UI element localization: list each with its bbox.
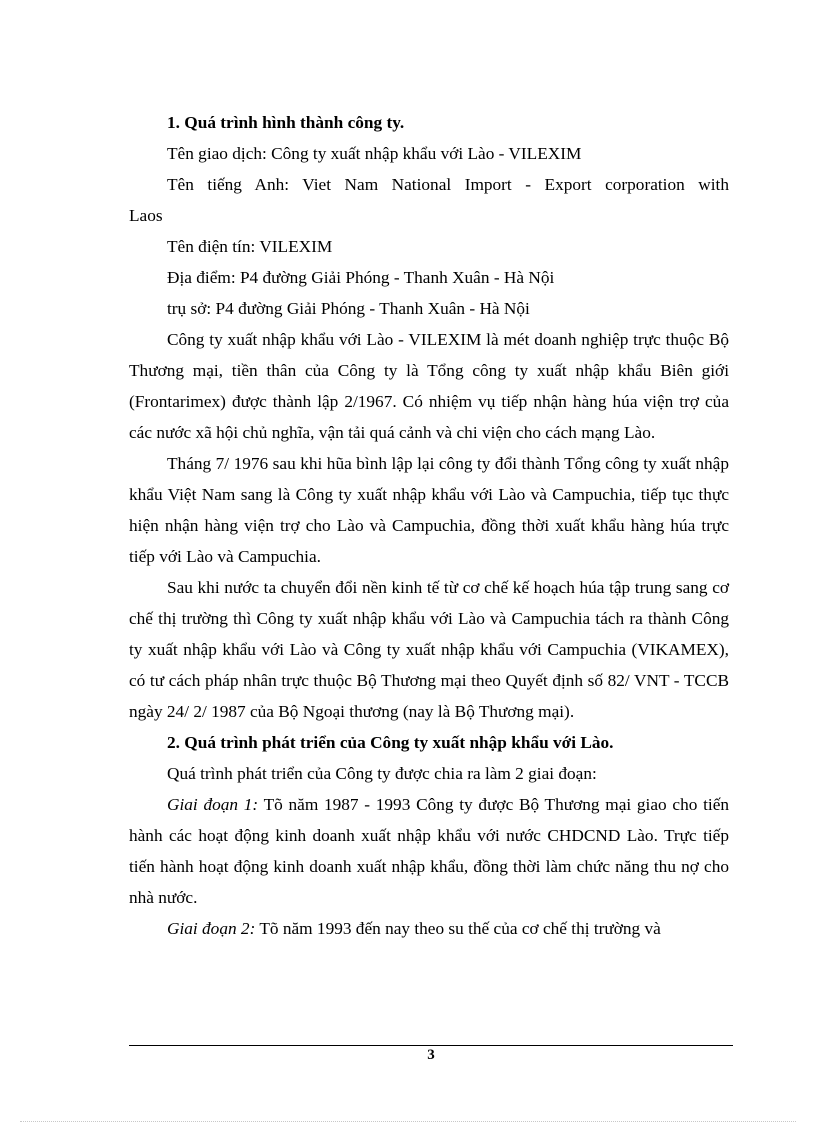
section-1-heading: 1. Quá trình hình thành công ty. xyxy=(167,113,405,132)
trade-name-line: Tên giao dịch: Công ty xuất nhập khẩu với Lào - VILEXIM xyxy=(167,144,582,163)
phase-1-paragraph xyxy=(129,789,729,913)
phase-1-text: Tõ năm 1987 - 1993 Công ty được Bộ Thương mại giao cho tiến hành các hoạt động kinh doanh xuất nhập khẩu với nước CHDCND Lào. Trực tiếp tiến hành hoạt động kinh doanh xuất nhập khẩu, đồng thời làm chức năng thu nợ cho nhà nước. xyxy=(129,795,730,907)
page-number: 3 xyxy=(427,1047,435,1063)
section-2-heading: 2. Quá trình phát triển của Công ty xuất nhập khẩu với Lào. xyxy=(167,733,614,752)
location-line: Địa điểm: P4 đường Giải Phóng - Thanh Xuân - Hà Nội xyxy=(167,268,555,287)
footer-rule xyxy=(129,1045,733,1046)
phase-1-label: Giai đoạn 1: xyxy=(167,795,259,814)
head-office-line: trụ sở: P4 đường Giải Phóng - Thanh Xuân - Hà Nội xyxy=(167,299,530,318)
page-bottom-border xyxy=(20,1121,796,1122)
english-name-line-1: Tên tiếng Anh: Viet Nam National Import - Export corporation with xyxy=(167,175,729,194)
phase-2-text: Tõ năm 1993 đến nay theo su thế của cơ chế thị trường và xyxy=(255,919,661,938)
english-name-line-2: Laos xyxy=(129,206,163,225)
history-paragraph-2: Tháng 7/ 1976 sau khi hũa bình lập lại công ty đổi thành Tổng công ty xuất nhập khẩu Việt Nam sang là Công ty xuất nhập khẩu với Lào và Campuchia, tiếp tục thực hiện nhận hàng viện trợ cho Lào và Campuchia, đồng thời xuất khẩu hàng húa trực tiếp với Lào và Campuchia. xyxy=(129,454,729,566)
telegraph-name-line: Tên điện tín: VILEXIM xyxy=(167,237,333,256)
history-paragraph-1: Công ty xuất nhập khẩu với Lào - VILEXIM là mét doanh nghiệp trực thuộc Bộ Thương mại, tiền thân của Công ty là Tổng công ty xuất nhập khẩu Biên giới (Frontarimex) được thành lập 2/1967. Có nhiệm vụ tiếp nhận hàng húa viện trợ của các nước xã hội chủ nghĩa, vận tải quá cảnh và chi viện cho cách mạng Lào. xyxy=(129,330,729,442)
phase-2-paragraph xyxy=(129,913,729,944)
history-paragraph-3: Sau khi nước ta chuyển đổi nền kinh tế từ cơ chế kế hoạch húa tập trung sang cơ chế thị trường thì Công ty xuất nhập khẩu với Lào và Campuchia tách ra thành Công ty xuất nhập khẩu với Lào và Công ty xuất nhập khẩu với Campuchia (VIKAMEX), có tư cách pháp nhân trực thuộc Bộ Thương mại theo Quyết định số 82/ VNT - TCCB ngày 24/ 2/ 1987 của Bộ Ngoại thương (nay là Bộ Thương mại). xyxy=(129,578,729,721)
document-body xyxy=(129,107,729,944)
phases-intro: Quá trình phát triển của Công ty được chia ra làm 2 giai đoạn: xyxy=(167,764,597,783)
phase-2-label: Giai đoạn 2: xyxy=(167,919,256,938)
